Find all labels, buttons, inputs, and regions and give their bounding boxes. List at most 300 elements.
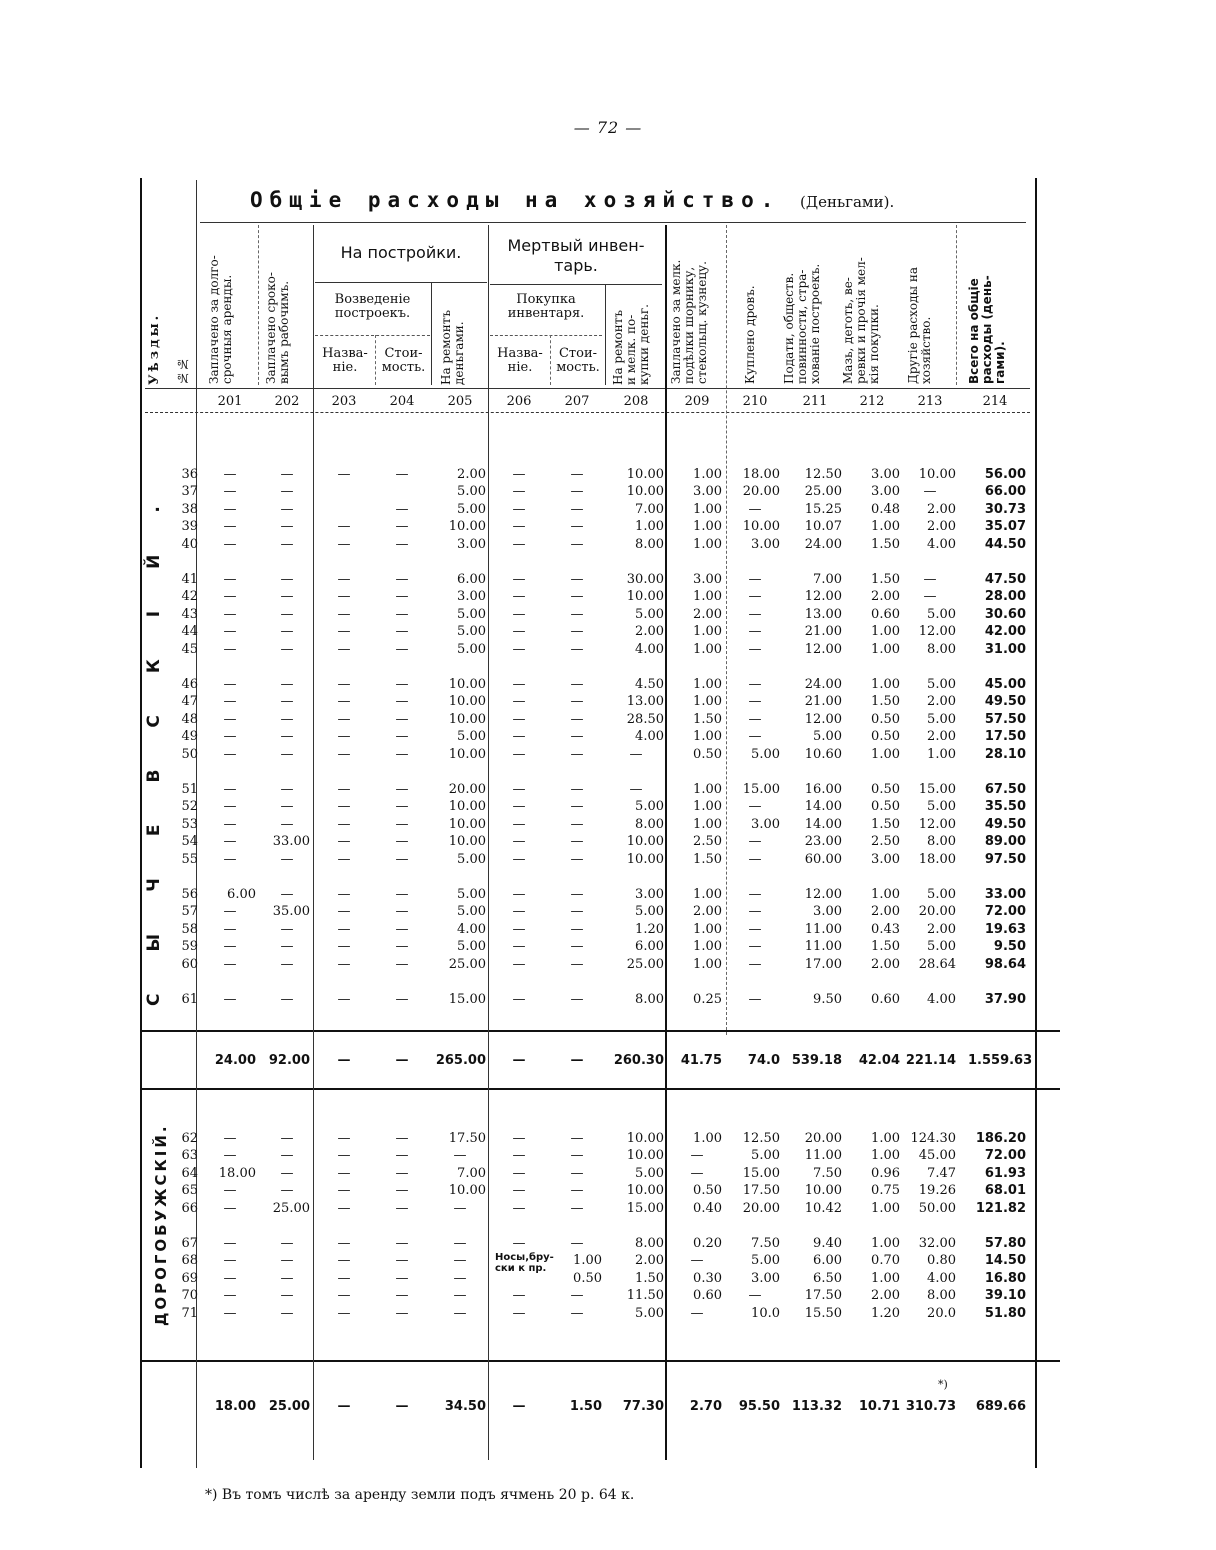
table-cell-c204: — [395,1236,409,1251]
table-cell-c203: — [337,1236,351,1251]
table-cell-c211: 15.50 [804,1305,842,1321]
table-cell-c211: 60.00 [804,851,842,867]
table-cell-c205: 3.00 [457,589,486,605]
row-number: 48 [181,711,198,727]
header-212: Мазь, деготь, ве- ревки и прочія мел- кія покупки. [841,257,881,384]
column-number-211: 211 [802,394,828,409]
table-cell-c214: 17.50 [984,729,1026,745]
table-cell-c206: — [512,1236,526,1251]
table-cell-c201: — [223,921,237,937]
table-cell-c214: 28.00 [984,589,1026,605]
table-cell-c214: 31.00 [984,641,1026,657]
table-cell-c205: — [453,1305,467,1321]
table-cell-c207: — [570,501,584,517]
row-number: 65 [181,1183,198,1199]
table-cell-c214: 45.00 [984,677,1026,692]
table-cell-c201: — [223,729,237,745]
table-cell-c205: 5.00 [457,624,486,640]
table-cell-c211: 11.00 [804,921,842,937]
table-cell-c213: 5.00 [927,677,956,692]
table-cell-c212: 1.20 [871,1305,900,1321]
district-sychevskii: СЫЧЕВСКІЙ. [144,464,164,1006]
table-cell-c213: 32.00 [918,1236,956,1251]
table-cell-c214: 35.07 [984,519,1026,535]
table-cell-c201: — [223,956,237,972]
table-cell-c201: — [223,1253,237,1269]
table-cell-c203: — [337,624,351,640]
table-cell-c208: 10.00 [626,467,664,482]
table-cell-c211: 10.60 [804,746,842,762]
table-cell-c202: — [280,467,294,482]
table-cell-c201: — [223,1200,237,1216]
table-cell-c204: — [395,501,409,517]
table-cell-c204: — [395,641,409,657]
table-cell-c205: 25.00 [448,956,486,972]
table-cell-c201: — [223,746,237,762]
colnum-rule [145,412,1030,413]
row-number: 51 [181,782,198,797]
row-number: 61 [181,992,198,1007]
total-cell-c209: 2.70 [689,1399,722,1414]
table-cell-c201: — [223,519,237,535]
row-number: 60 [181,956,198,972]
table-cell-c210: 10.0 [751,1305,780,1321]
table-cell-c211: 12.50 [804,467,842,482]
table-cell-c208: 10.00 [626,1148,664,1164]
table-cell-c213: 12.00 [918,624,956,640]
table-cell-c205: 10.00 [448,519,486,535]
table-cell-c204: — [395,1270,409,1286]
table-cell-c202: — [280,606,294,622]
table-cell-c202: — [280,501,294,517]
total-cell-c205: 34.50 [444,1399,486,1414]
table-cell-c209: 1.00 [693,782,722,797]
table-cell-c212: 1.50 [871,816,900,832]
table-cell-c201: — [223,572,237,587]
table-cell-c213: 5.00 [927,887,956,902]
table-cell-c201: — [223,1131,237,1146]
row-number: 64 [181,1165,198,1181]
table-cell-c210: — [748,851,762,867]
table-cell-c208: 5.00 [635,606,664,622]
table-cell-c210: 5.00 [751,746,780,762]
table-cell-c209: 0.20 [693,1236,722,1251]
table-cell-c208: 1.20 [635,921,664,937]
table-cell-c214: 30.60 [984,606,1026,622]
table-cell-c201: — [223,484,237,500]
table-cell-c203: — [337,1305,351,1321]
table-cell-c206: — [512,711,526,727]
row-number: 56 [181,887,198,902]
total-cell-c208: 77.30 [622,1399,664,1414]
table-cell-c204: — [395,799,409,815]
table-cell-c209: 1.00 [693,729,722,745]
table-cell-c202: — [280,711,294,727]
row-number: 69 [181,1270,198,1286]
table-cell-c203: — [337,572,351,587]
table-cell-c202: — [280,921,294,937]
table-cell-c213: 7.47 [927,1165,956,1181]
table-cell-c205: 4.00 [457,921,486,937]
table-cell-c202: — [280,1165,294,1181]
total-cell-c209: 41.75 [680,1053,722,1068]
table-cell-c208: 8.00 [635,536,664,552]
column-number-203: 203 [331,394,357,409]
table-cell-c207: — [570,1288,584,1304]
table-cell-c209: 0.30 [693,1270,722,1286]
table-cell-c208: 6.00 [635,939,664,955]
table-cell-c207: — [570,992,584,1007]
table-cell-c212: 1.00 [871,1270,900,1286]
row-number: 43 [181,606,198,622]
table-cell-c211: 25.00 [804,484,842,500]
table-cell-c209: 1.00 [693,887,722,902]
table-cell-c214: 61.93 [984,1165,1026,1181]
header-202: Заплачено сроко- вымъ рабочимъ. [264,272,291,384]
vrule-201 [258,225,259,385]
table-cell-c211: 5.00 [813,729,842,745]
table-cell-c204: — [395,746,409,762]
total1-rule-bottom [142,1088,1060,1090]
header-rule-bottom [145,388,1030,389]
table-cell-c203: — [337,1165,351,1181]
table-cell-c212: 0.50 [871,729,900,745]
table-cell-c204: — [395,834,409,850]
table-cell-c208: 11.50 [626,1288,664,1304]
header-211: Подати, обществ. повинности, стра- хованіе построекъ. [782,263,822,384]
table-cell-c203: — [337,467,351,482]
header-mertvyi-inventar: Мертвый инвен- тарь. [507,236,645,275]
table-cell-c213: 0.80 [927,1253,956,1269]
table-cell-c211: 3.00 [813,904,842,920]
table-cell-c208: 25.00 [626,956,664,972]
table-cell-c202: — [280,939,294,955]
table-cell-c214: 57.80 [984,1236,1026,1251]
table-cell-c209: 1.00 [693,816,722,832]
total-cell-c202: 25.00 [268,1399,310,1414]
table-cell-c209: 1.50 [693,851,722,867]
table-cell-c206: — [512,904,526,920]
table-cell-c205: 10.00 [448,1183,486,1199]
vrule-207 [605,284,606,385]
table-cell-c206: — [512,834,526,850]
column-number-214: 214 [982,394,1008,409]
table-cell-c208: — [629,746,643,762]
table-cell-c203: — [337,1183,351,1199]
table-cell-c207: — [570,1236,584,1251]
table-cell-c206: — [512,939,526,955]
table-cell-c205: 10.00 [448,834,486,850]
table-cell-c201: — [223,1288,237,1304]
table-cell-c214: 35.50 [984,799,1026,815]
table-cell-c206: — [512,1305,526,1321]
table-cell-c209: 0.50 [693,1183,722,1199]
column-number-202: 202 [274,394,300,409]
table-cell-c214: 72.00 [984,904,1026,920]
table-cell-c202: — [280,641,294,657]
table-cell-c206: — [512,694,526,710]
row-number: 42 [181,589,198,605]
column-number-212: 212 [859,394,885,409]
table-cell-c207: — [570,1148,584,1164]
table-cell-c212: 2.00 [871,904,900,920]
total-cell-c201: 24.00 [214,1053,256,1068]
table-cell-c213: 5.00 [927,711,956,727]
header-na-postroiki: На постройки. [340,243,462,262]
table-cell-c204: — [395,816,409,832]
table-cell-c211: 7.00 [813,572,842,587]
table-cell-c210: — [748,939,762,955]
header-201: Заплачено за долго- срочныя аренды. [207,255,234,384]
table-cell-c207: 0.50 [573,1270,602,1286]
table-cell-c212: 3.00 [871,484,900,500]
table-cell-c202: — [280,1288,294,1304]
total-cell-c212: 42.04 [858,1053,900,1068]
table-cell-c206: — [512,1200,526,1216]
table-cell-c213: 4.00 [927,1270,956,1286]
table-cell-c207: — [570,782,584,797]
table-cell-c202: — [280,729,294,745]
total-cell-c208: 260.30 [613,1053,664,1068]
table-cell-c211: 10.00 [804,1183,842,1199]
table-cell-c206: — [512,536,526,552]
table-cell-c212: 1.00 [871,1200,900,1216]
row-number: 70 [181,1288,198,1304]
table-cell-c210: — [748,956,762,972]
table-cell-c204: — [395,694,409,710]
table-cell-c213: 18.00 [918,851,956,867]
table-cell-c214: 186.20 [975,1131,1026,1146]
table-cell-c210: — [748,887,762,902]
table-cell-c206: — [512,782,526,797]
table-cell-c205: — [453,1288,467,1304]
table-cell-c205: 10.00 [448,816,486,832]
row-number: 59 [181,939,198,955]
column-number-206: 206 [506,394,532,409]
table-cell-c214: 30.73 [984,501,1026,517]
table-cell-c201: 18.00 [218,1165,256,1181]
row-number: 53 [181,816,198,832]
table-cell-c204: — [395,1253,409,1269]
table-cell-c210: — [748,572,762,587]
table-cell-c205: 7.00 [457,1165,486,1181]
table-cell-c207: 1.00 [573,1253,602,1269]
table-cell-c213: 2.00 [927,519,956,535]
title-text: Общіе расходы на хозяйство. [250,188,781,212]
table-cell-c206: — [512,606,526,622]
table-cell-c211: 21.00 [804,694,842,710]
table-cell-c201: — [223,904,237,920]
table-cell-c211: 10.42 [804,1200,842,1216]
table-cell-c202: — [280,694,294,710]
table-cell-c204: — [395,1131,409,1146]
table-cell-c208: 4.50 [635,677,664,692]
table-cell-c208: 10.00 [626,1131,664,1146]
table-cell-c210: 15.00 [742,1165,780,1181]
table-cell-c204: — [395,904,409,920]
table-cell-c211: 12.00 [804,711,842,727]
table-cell-c211: 23.00 [804,834,842,850]
table-cell-c207: — [570,939,584,955]
table-cell-c206: — [512,816,526,832]
table-cell-c212: 2.50 [871,834,900,850]
table-cell-c209: — [690,1148,704,1164]
table-cell-c202: — [280,624,294,640]
table-cell-c203: — [337,694,351,710]
table-cell-c213: 5.00 [927,606,956,622]
table-cell-c205: 10.00 [448,694,486,710]
table-cell-c214: 72.00 [984,1148,1026,1164]
table-cell-c205: 5.00 [457,887,486,902]
table-cell-c209: 1.00 [693,694,722,710]
table-cell-c214: 9.50 [993,939,1026,955]
column-number-204: 204 [389,394,415,409]
table-cell-c206: — [512,1165,526,1181]
header-207: Стои- мость. [556,346,600,375]
table-title [250,188,894,212]
table-cell-c207: — [570,589,584,605]
table-cell-c210: 20.00 [742,1200,780,1216]
table-cell-c214: 39.10 [984,1288,1026,1304]
table-cell-c202: — [280,799,294,815]
table-cell-c206: — [512,851,526,867]
table-cell-c214: 67.50 [984,782,1026,797]
table-cell-c212: 1.50 [871,939,900,955]
table-cell-c205: 2.00 [457,467,486,482]
table-cell-c205: 5.00 [457,484,486,500]
table-cell-c202: — [280,677,294,692]
table-cell-c208: 1.00 [635,519,664,535]
table-cell-c209: 2.00 [693,904,722,920]
row-number: 67 [181,1236,198,1251]
table-cell-c202: — [280,536,294,552]
table-cell-c209: 3.00 [693,572,722,587]
total-cell-c203: — [337,1053,351,1068]
table-cell-c205: 10.00 [448,711,486,727]
table-cell-c211: 16.00 [804,782,842,797]
table-cell-c204: — [395,887,409,902]
table-cell-c213: 8.00 [927,834,956,850]
table-cell-c208: 13.00 [626,694,664,710]
table-cell-c202: 35.00 [272,904,310,920]
table-cell-c207: — [570,572,584,587]
total-cell-c214: 1.559.63 [968,1053,1033,1068]
table-cell-c212: 0.60 [871,992,900,1007]
table-cell-c209: — [690,1305,704,1321]
table-cell-c201: 6.00 [227,887,256,902]
table-cell-c209: 1.00 [693,677,722,692]
table-cell-c214: 121.82 [975,1200,1026,1216]
table-cell-c207: — [570,711,584,727]
table-cell-c206: — [512,624,526,640]
table-cell-c211: 11.00 [804,939,842,955]
table-cell-c207: — [570,956,584,972]
row-number: 71 [181,1305,198,1321]
row-number: 44 [181,624,198,640]
table-cell-c201: — [223,677,237,692]
table-cell-c201: — [223,851,237,867]
table-cell-c207: — [570,729,584,745]
table-cell-c204: — [395,589,409,605]
table-cell-c205: 5.00 [457,939,486,955]
table-cell-c205: 10.00 [448,746,486,762]
row-number: 41 [181,572,198,587]
table-cell-c204: — [395,606,409,622]
table-cell-c205: 3.00 [457,536,486,552]
table-cell-c212: 1.00 [871,746,900,762]
table-cell-c201: — [223,782,237,797]
total-cell-c206: — [512,1399,526,1414]
table-cell-c208: 30.00 [626,572,664,587]
header-uezdy: Уѣзды. [147,312,162,385]
table-cell-c209: 1.00 [693,501,722,517]
table-cell-c213: 5.00 [927,799,956,815]
table-cell-c207: — [570,816,584,832]
table-cell-c201: — [223,1305,237,1321]
table-cell-c211: 12.00 [804,887,842,902]
table-cell-c214: 33.00 [984,887,1026,902]
header-210: Куплено дровъ. [743,285,757,384]
table-cell-c209: 1.00 [693,589,722,605]
table-cell-c206: — [512,641,526,657]
vozvedenie-rule [315,335,430,336]
table-cell-c213: — [923,589,937,605]
table-cell-c202: — [280,572,294,587]
table-cell-c210: 17.50 [742,1183,780,1199]
vrule-213 [956,225,957,385]
table-cell-c210: — [748,501,762,517]
table-cell-c213: 2.00 [927,694,956,710]
table-cell-c212: 2.00 [871,956,900,972]
total-cell-c210: 95.50 [738,1399,780,1414]
table-cell-c213: 20.00 [918,904,956,920]
table-cell-c213: 45.00 [918,1148,956,1164]
table-cell-c206: — [512,1288,526,1304]
table-cell-c212: 0.50 [871,799,900,815]
table-cell-c211: 12.00 [804,641,842,657]
table-cell-c203: — [337,1270,351,1286]
table-cell-c212: 3.00 [871,467,900,482]
table-cell-c211: 7.50 [813,1165,842,1181]
table-cell-c212: 0.48 [871,501,900,517]
column-number-210: 210 [742,394,768,409]
table-cell-c203: — [337,851,351,867]
table-cell-c213: 19.26 [918,1183,956,1199]
page-number: — 72 — [573,118,643,137]
table-cell-c212: 0.60 [871,606,900,622]
table-cell-c207: — [570,536,584,552]
table-cell-c211: 17.00 [804,956,842,972]
table-cell-c208: 5.00 [635,799,664,815]
table-cell-c202: — [280,1148,294,1164]
table-cell-c213: 2.00 [927,921,956,937]
table-cell-c209: 0.25 [693,992,722,1007]
table-cell-c214: 56.00 [984,467,1026,482]
table-cell-c213: 8.00 [927,641,956,657]
table-cell-c209: 1.00 [693,519,722,535]
table-cell-c202: — [280,589,294,605]
table-cell-c210: 20.00 [742,484,780,500]
table-cell-c212: 1.00 [871,519,900,535]
table-cell-c214: 57.50 [984,711,1026,727]
table-cell-c203: — [337,606,351,622]
table-cell-c206: Носы,бру- ски к пр. [495,1252,554,1275]
table-cell-c206: — [512,467,526,482]
total-cell-c201: 18.00 [214,1399,256,1414]
total-cell-c212: 10.71 [858,1399,900,1414]
header-pokupka: Покупка инвентаря. [507,292,585,321]
table-cell-c203: — [337,1148,351,1164]
